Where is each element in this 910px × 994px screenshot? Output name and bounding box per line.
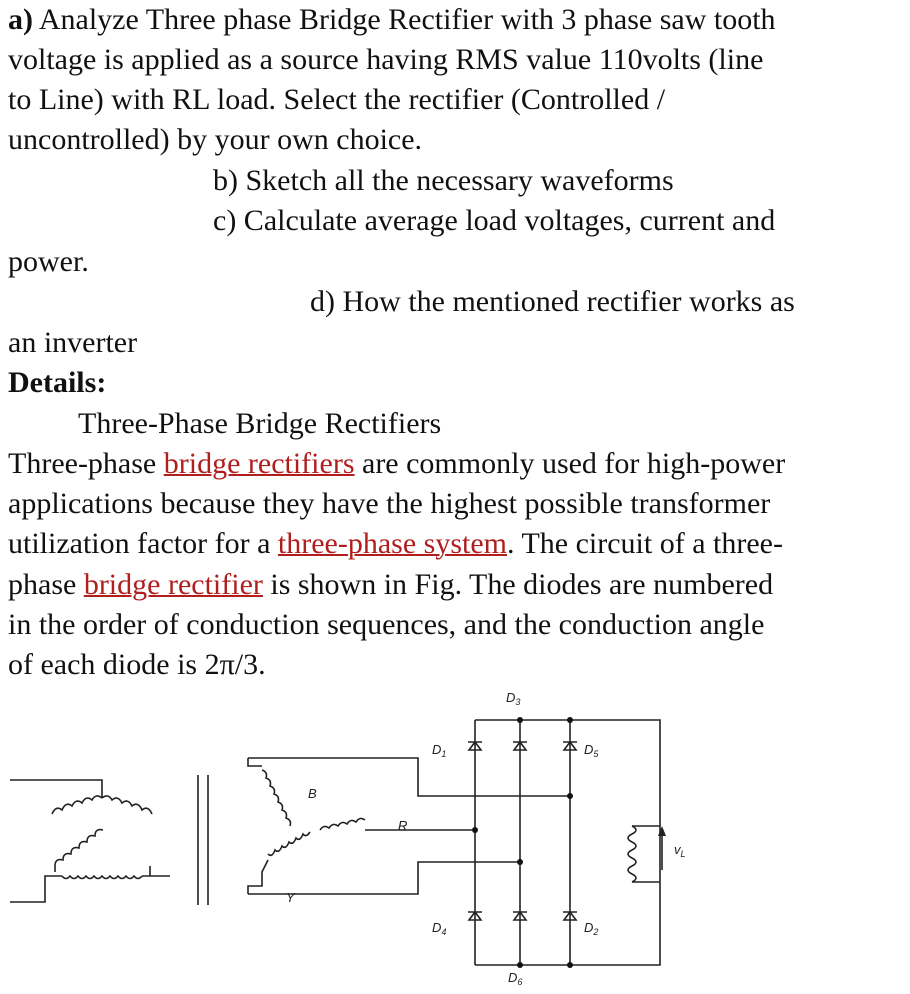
details-line-2: applications because they have the highest possible transformer <box>8 487 771 520</box>
wye-secondary-winding <box>248 758 570 894</box>
part-a-label: a) <box>8 3 33 36</box>
question-line-2: voltage is applied as a source having RMS value 110volts (line <box>8 43 764 76</box>
question-line-1: a) Analyze Three phase Bridge Rectifier with 3 phase saw tooth <box>8 3 776 36</box>
question-part-c: c) Calculate average load voltages, current and <box>213 204 776 237</box>
label-d5: $D_5$ <box>584 742 599 759</box>
link-three-phase-system[interactable]: three-phase system <box>277 527 507 560</box>
details-heading: Details: <box>8 366 107 399</box>
delta-primary-winding <box>10 780 170 902</box>
label-phase-b: B <box>308 786 317 801</box>
question-part-d: d) How the mentioned rectifier works as <box>310 285 795 318</box>
link-bridge-rectifier[interactable]: bridge rectifier <box>83 568 263 601</box>
details-subtitle: Three-Phase Bridge Rectifiers <box>78 407 442 440</box>
label-d1: $D_1$ <box>432 742 447 759</box>
details-line-3: utilization factor for a three-phase system. The circuit of a three- <box>8 527 783 560</box>
question-part-c-cont: power. <box>8 245 89 278</box>
details-line-1: Three-phase bridge rectifiers are commonly used for high-power <box>8 447 786 480</box>
question-line-4: uncontrolled) by your own choice. <box>8 123 423 156</box>
question-part-d-cont: an inverter <box>8 326 138 359</box>
details-line-4: phase bridge rectifier is shown in Fig. The diodes are numbered <box>8 568 774 601</box>
label-d3: $D_3$ <box>506 690 521 707</box>
label-phase-y: Y <box>286 890 295 905</box>
label-vl: $v_L$ <box>674 842 686 859</box>
details-line-5: in the order of conduction sequences, and the conduction angle <box>8 608 765 641</box>
circuit-diagram <box>0 680 910 994</box>
label-d6: $D_6$ <box>508 970 523 987</box>
details-line-6: of each diode is 2π/3. <box>8 648 266 681</box>
bridge-rectifier <box>468 720 660 965</box>
label-d4: $D_4$ <box>432 920 447 937</box>
label-d2: $D_2$ <box>584 920 599 937</box>
question-part-b: b) Sketch all the necessary waveforms <box>213 164 674 197</box>
question-line-3: to Line) with RL load. Select the rectifier (Controlled / <box>8 83 666 116</box>
link-bridge-rectifiers[interactable]: bridge rectifiers <box>163 447 355 480</box>
label-phase-r: R <box>398 818 408 833</box>
load-resistor <box>628 826 636 882</box>
